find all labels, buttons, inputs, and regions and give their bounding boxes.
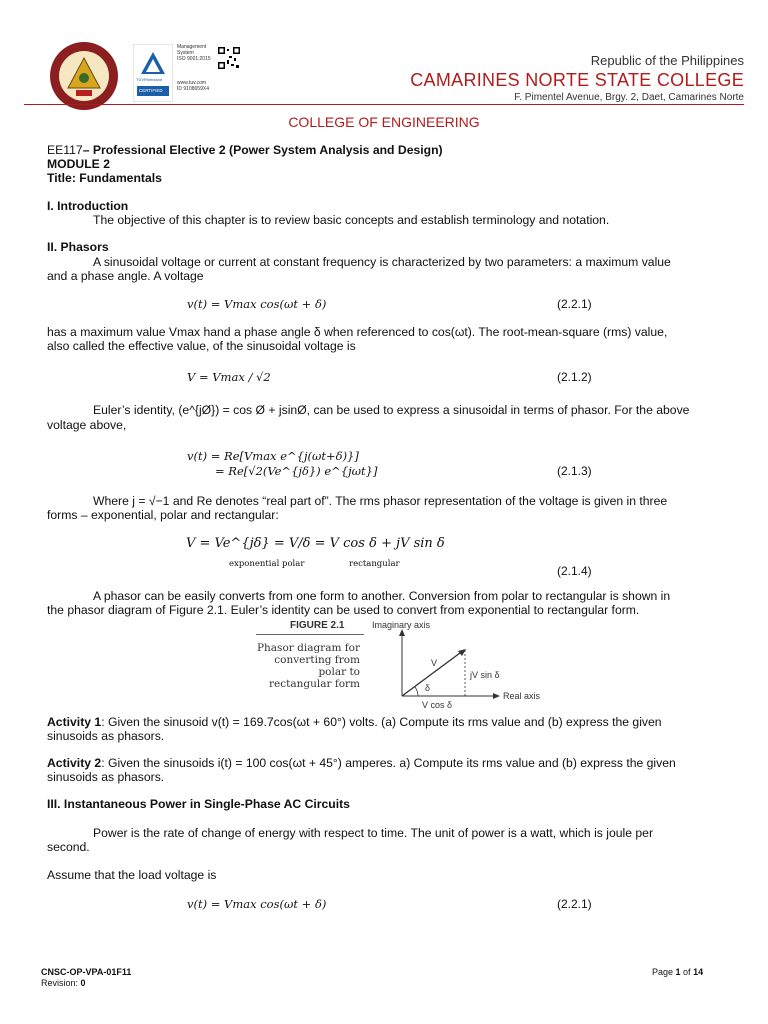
activity-label: Activity 1: [47, 715, 102, 729]
page-prefix: Page: [652, 967, 676, 977]
cert-badge: CERTIFIED: [139, 88, 163, 93]
figure-caption-line: converting from polar to: [274, 654, 360, 678]
revision-label: Revision:: [41, 978, 81, 988]
intro-text: The objective of this chapter is to review basic concepts and establish terminology and notation.: [93, 213, 610, 227]
phasors-paragraph-line: voltage above,: [47, 418, 127, 432]
phasors-heading: II. Phasors: [47, 240, 109, 254]
equation-2-1-2: V = Vmax / √2: [187, 370, 271, 384]
cert-line: ISO 9001:2015: [177, 56, 211, 62]
department-title: COLLEGE OF ENGINEERING: [288, 114, 480, 130]
equation-2-1-4-expression: V = Ve^{jδ} = V/δ = V cos δ + jV sin δ: [186, 536, 445, 551]
footer-doc-code: CNSC-OP-VPA-01F11: [41, 967, 132, 977]
equation-number: (2.1.2): [557, 370, 592, 384]
phasors-paragraph-line: has a maximum value Vmax hand a phase angle δ when referenced to cos(ωt). The root-mean-square (rms) value,: [47, 325, 668, 339]
phasors-paragraph-line: the phasor diagram of Figure 2.1. Euler’s identity can be used to convert from exponential to rectangular form.: [47, 603, 640, 617]
iso-certification-badge: [133, 44, 243, 102]
real-axis-label: Real axis: [503, 691, 541, 701]
label-rectangular: rectangular: [349, 559, 400, 569]
equation-number: (2.2.1): [557, 297, 592, 311]
course-code: EE117: [47, 143, 83, 157]
equation-number: (2.1.3): [557, 464, 592, 478]
intro-heading: I. Introduction: [47, 199, 129, 213]
activity-text: : Given the sinusoid v(t) = 169.7cos(ωt + 60°) volts. (a) Compute its rms value and (b) express the given: [101, 715, 662, 729]
figure-caption-line: Phasor diagram for: [256, 642, 360, 654]
module-topic: Title: Fundamentals: [47, 171, 162, 185]
phasors-paragraph-line: A sinusoidal voltage or current at constant frequency is characterized by two parameters: a maximum value: [93, 255, 671, 269]
cert-id: ID 9108659X4: [177, 86, 209, 92]
equation-2-1-4: [186, 536, 546, 572]
phasors-paragraph-line: and a phase angle. A voltage: [47, 269, 204, 283]
label-exponential: exponential: [229, 559, 280, 569]
republic-line: Republic of the Philippines: [590, 53, 744, 68]
cert-brand: TÜVRheinland: [136, 77, 163, 82]
course-line: [47, 143, 443, 158]
page-total: 14: [693, 967, 704, 977]
equation-number: (2.2.1): [557, 897, 592, 911]
imaginary-axis-label: Imaginary axis: [372, 620, 431, 630]
phasors-paragraph-line: forms – exponential, polar and rectangular:: [47, 508, 279, 522]
figure-2-1: [256, 620, 556, 710]
phasors-paragraph-line: A phasor can be easily converts from one form to another. Conversion from polar to rectangular is shown in: [93, 589, 671, 603]
footer-revision: [41, 978, 86, 988]
revision-value: 0: [80, 978, 86, 988]
activity-text-cont: sinusoids as phasors.: [47, 729, 165, 743]
delta-label: δ: [425, 683, 431, 693]
page-current: 1: [675, 967, 681, 977]
cert-url: www.tuv.com: [177, 80, 207, 86]
label-polar: polar: [282, 559, 305, 569]
equation-2-1-3-line2: = Re[√2(Ve^{jδ}) e^{jωt}]: [215, 464, 378, 478]
qr-code-icon: [217, 46, 241, 70]
phasors-paragraph-line: Euler’s identity, (e^{jØ}) = cos Ø + jsinØ, can be used to express a sinusoidal in terms of phasor. For the above: [93, 403, 690, 417]
equation-2-2-1-repeat: v(t) = Vmax cos(ωt + δ): [187, 897, 327, 911]
college-name: CAMARINES NORTE STATE COLLEGE: [410, 70, 744, 90]
vcos-label: V cos δ: [422, 700, 453, 710]
equation-2-1-3-line1: v(t) = Re[Vmax e^{j(ωt+δ)}]: [187, 449, 359, 463]
phasors-paragraph-line: also called the effective value, of the sinusoidal voltage is: [47, 339, 356, 353]
college-address: F. Pimentel Avenue, Brgy. 2, Daet, Camarines Norte: [514, 92, 744, 103]
activity-text: : Given the sinusoids i(t) = 100 cos(ωt + 45°) amperes. a) Compute its rms value and (b) express the given: [101, 756, 676, 770]
college-seal: [48, 40, 120, 112]
activity-2: [47, 756, 676, 771]
cert-line: System: [177, 50, 194, 56]
figure-label: FIGURE 2.1: [290, 620, 345, 631]
page-separator: of: [680, 967, 694, 977]
jv-sin-label: jV sin δ: [470, 670, 500, 680]
figure-caption-line: rectangular form: [269, 678, 360, 690]
course-title: – Professional Elective 2 (Power System Analysis and Design): [82, 143, 443, 157]
module-label: MODULE 2: [47, 157, 110, 171]
power-paragraph-line: second.: [47, 840, 90, 854]
footer-page-number: [652, 967, 703, 977]
activity-label: Activity 2: [47, 756, 102, 770]
activity-1: [47, 715, 662, 730]
equation-2-2-1: v(t) = Vmax cos(ωt + δ): [187, 297, 327, 311]
phasors-paragraph-line: Where j = √−1 and Re denotes “real part of”. The rms phasor representation of the voltage is given in three: [93, 494, 668, 508]
figure-label-rule: [256, 634, 364, 635]
v-label: V: [431, 658, 438, 668]
equation-number: (2.1.4): [557, 564, 592, 578]
activity-text-cont: sinusoids as phasors.: [47, 770, 165, 784]
cert-line: Management: [177, 44, 207, 50]
power-heading: III. Instantaneous Power in Single-Phase AC Circuits: [47, 797, 350, 811]
power-paragraph-line: Assume that the load voltage is: [47, 868, 217, 882]
power-paragraph-line: Power is the rate of change of energy with respect to time. The unit of power is a watt, which is joule per: [93, 826, 654, 840]
header-rule: [24, 104, 744, 105]
